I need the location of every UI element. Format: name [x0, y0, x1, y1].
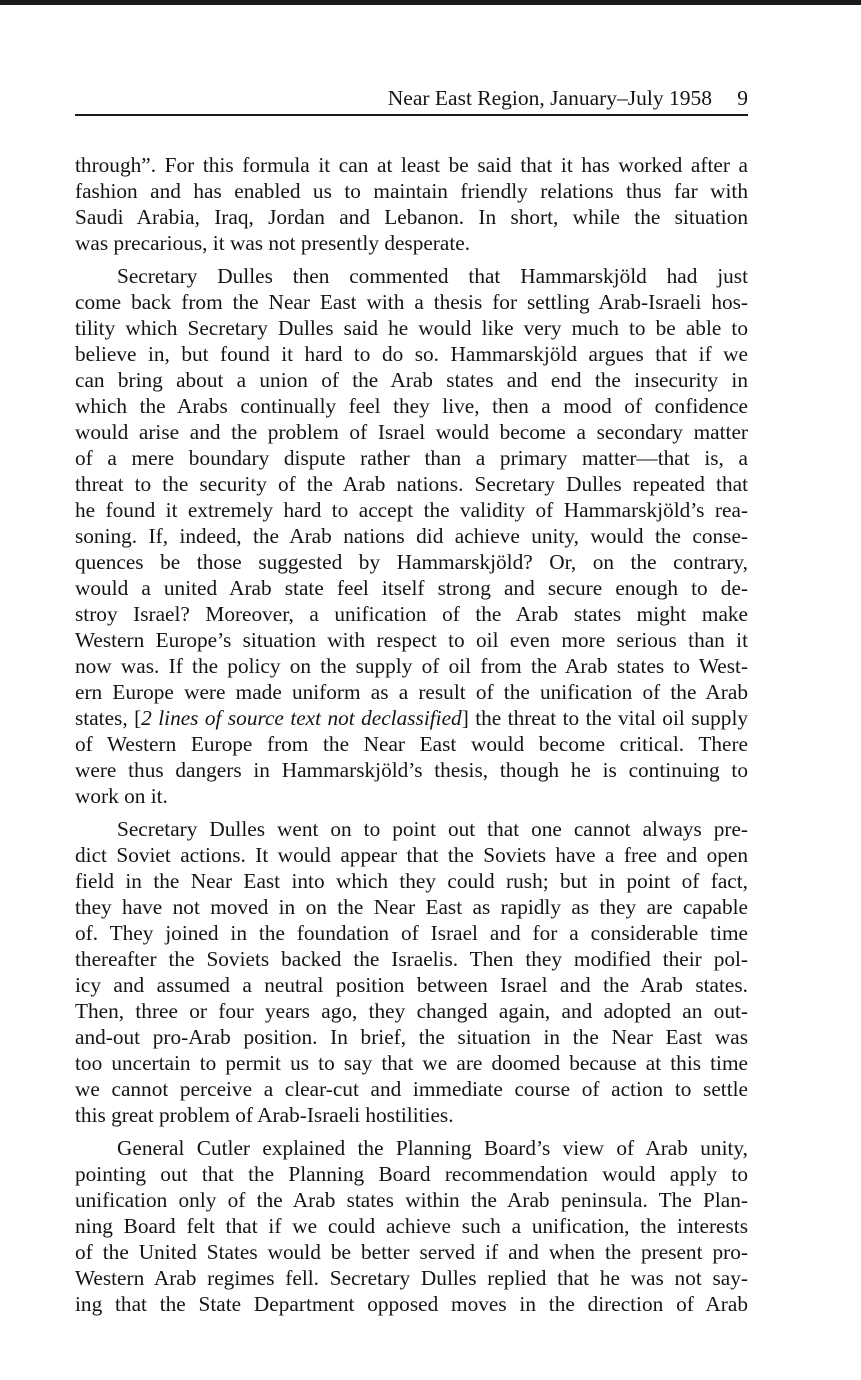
- text-line: would arise and the problem of Israel would become a secondary matter: [75, 420, 748, 444]
- text-line: tility which Secretary Dulles said he would like very much to be able to: [75, 316, 748, 340]
- text-line: work on it.: [75, 784, 168, 808]
- paragraph: [75, 1135, 748, 1317]
- text-line: thereafter the Soviets backed the Israelis. Then they modified their pol-: [75, 947, 748, 971]
- text-line: [75, 705, 748, 731]
- scan-edge-bar: [0, 0, 861, 5]
- text-line: can bring about a union of the Arab states and end the insecurity in: [75, 368, 748, 392]
- text-line: unification only of the Arab states within the Arab peninsula. The Plan-: [75, 1188, 748, 1212]
- text-line: ern Europe were made uniform as a result of the unification of the Arab: [75, 680, 748, 704]
- text-line: now was. If the policy on the supply of oil from the Arab states to West-: [75, 654, 748, 678]
- text-line: of a mere boundary dispute rather than a primary matter—that is, a: [75, 446, 748, 470]
- text-line: Secretary Dulles went on to point out that one cannot always pre-: [117, 817, 748, 841]
- paragraph: [75, 816, 748, 1128]
- text-line: we cannot perceive a clear-cut and immediate course of action to settle: [75, 1077, 748, 1101]
- text-segment: ] the threat to the vital oil supply: [461, 706, 749, 730]
- text-line: Secretary Dulles then commented that Hammarskjöld had just: [117, 264, 748, 288]
- text-line: and-out pro-Arab position. In brief, the situation in the Near East was: [75, 1025, 748, 1049]
- text-line: they have not moved in on the Near East as rapidly as they are capable: [75, 895, 748, 919]
- text-line: Western Arab regimes fell. Secretary Dulles replied that he was not say-: [75, 1266, 748, 1290]
- text-line: through”. For this formula it can at least be said that it has worked after a: [75, 153, 748, 177]
- text-line: was precarious, it was not presently desperate.: [75, 231, 471, 255]
- text-line: of the United States would be better served if and when the present pro-: [75, 1240, 748, 1264]
- header-rule: [75, 114, 748, 116]
- text-segment: states, [: [75, 706, 142, 730]
- text-line: were thus dangers in Hammarskjöld’s thesis, though he is continuing to: [75, 758, 748, 782]
- running-header: [75, 86, 748, 114]
- text-line: Saudi Arabia, Iraq, Jordan and Lebanon. In short, while the situation: [75, 205, 748, 229]
- text-line: would a united Arab state feel itself strong and secure enough to de-: [75, 576, 748, 600]
- text-line: this great problem of Arab-Israeli hostilities.: [75, 1103, 454, 1127]
- paragraph: [75, 152, 748, 256]
- text-line: field in the Near East into which they could rush; but in point of fact,: [75, 869, 748, 893]
- text-line: Western Europe’s situation with respect to oil even more serious than it: [75, 628, 748, 652]
- text-line: dict Soviet actions. It would appear that the Soviets have a free and open: [75, 843, 748, 867]
- text-line: of Western Europe from the Near East would become critical. There: [75, 732, 748, 756]
- text-line: fashion and has enabled us to maintain friendly relations thus far with: [75, 179, 748, 203]
- text-line: come back from the Near East with a thesis for settling Arab-Israeli hos-: [75, 290, 748, 314]
- body-text: [75, 152, 748, 1324]
- text-line: stroy Israel? Moreover, a unification of the Arab states might make: [75, 602, 748, 626]
- text-line: ning Board felt that if we could achieve such a unification, the interests: [75, 1214, 748, 1238]
- text-line: of. They joined in the foundation of Israel and for a considerable time: [75, 921, 748, 945]
- text-line: Then, three or four years ago, they changed again, and adopted an out-: [75, 999, 748, 1023]
- editorial-note: 2 lines of source text not declassified: [141, 706, 462, 730]
- text-line: icy and assumed a neutral position between Israel and the Arab states.: [75, 973, 748, 997]
- paragraph: [75, 263, 748, 809]
- text-line: he found it extremely hard to accept the validity of Hammarskjöld’s rea-: [75, 498, 748, 522]
- text-line: believe in, but found it hard to do so. Hammarskjöld argues that if we: [75, 342, 748, 366]
- text-line: too uncertain to permit us to say that we are doomed because at this time: [75, 1051, 748, 1075]
- page-number: 9: [737, 86, 748, 110]
- text-line: General Cutler explained the Planning Board’s view of Arab unity,: [117, 1136, 748, 1160]
- text-line: threat to the security of the Arab nations. Secretary Dulles repeated that: [75, 472, 748, 496]
- text-line: quences be those suggested by Hammarskjöld? Or, on the contrary,: [75, 550, 748, 574]
- text-line: which the Arabs continually feel they live, then a mood of confidence: [75, 394, 748, 418]
- text-line: ing that the State Department opposed moves in the direction of Arab: [75, 1292, 748, 1316]
- running-title: Near East Region, January–July 1958: [387, 86, 712, 110]
- text-line: soning. If, indeed, the Arab nations did achieve unity, would the conse-: [75, 524, 748, 548]
- text-line: pointing out that the Planning Board recommendation would apply to: [75, 1162, 748, 1186]
